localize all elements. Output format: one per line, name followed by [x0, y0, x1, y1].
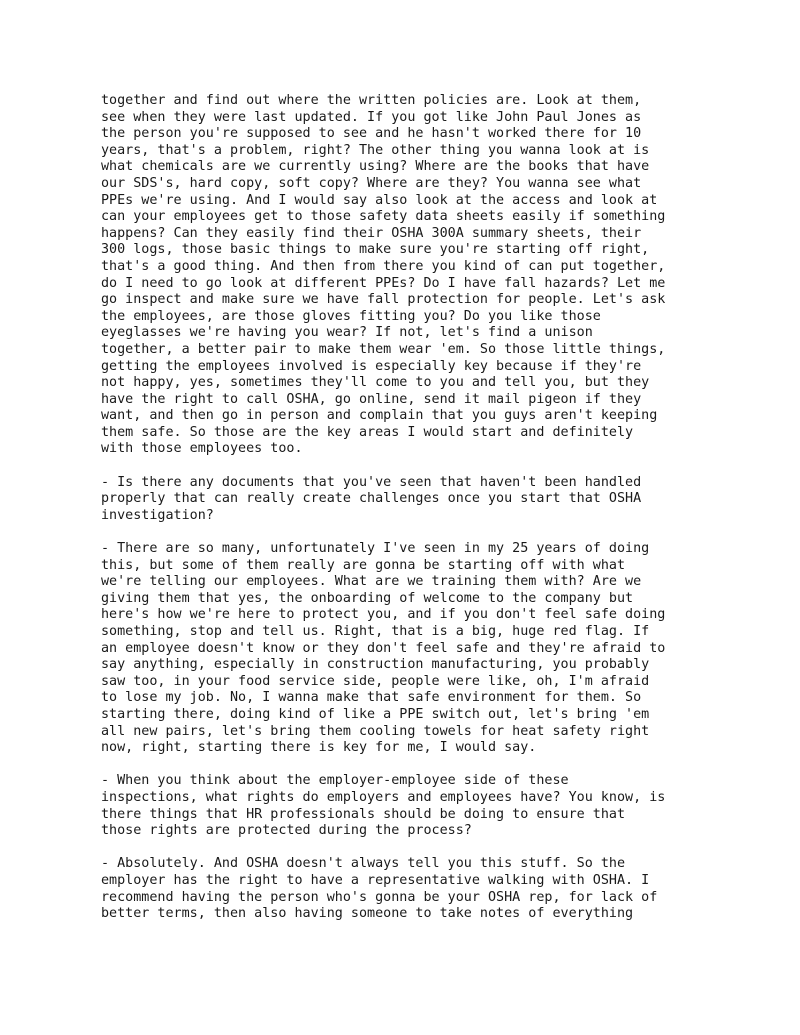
text-line: we're telling our employees. What are we training them with? Are we [101, 574, 642, 590]
text-line: PPEs we're using. And I would say also look at the access and look at [101, 192, 658, 208]
text-line: getting the employees involved is especially key because if they're [101, 358, 642, 374]
text-line: giving them that yes, the onboarding of welcome to the company but [101, 590, 634, 606]
text-line: our SDS's, hard copy, soft copy? Where are they? You wanna see what [101, 175, 642, 191]
text-line: investigation? [101, 507, 214, 523]
text-line: with those employees too. [101, 441, 303, 457]
text-line: happens? Can they easily find their OSHA 300A summary sheets, their [101, 225, 642, 241]
transcript-body [101, 93, 701, 939]
transcript-paragraph [101, 773, 701, 839]
transcript-paragraph [101, 93, 701, 458]
text-line: go inspect and make sure we have fall protection for people. Let's ask [101, 292, 666, 308]
text-line: not happy, yes, sometimes they'll come to you and tell you, but they [101, 375, 650, 391]
text-line: the person you're supposed to see and he hasn't worked there for 10 [101, 126, 642, 142]
text-line: say anything, especially in construction manufacturing, you probably [101, 657, 650, 673]
text-line: do I need to go look at different PPEs? Do I have fall hazards? Let me [101, 275, 666, 291]
text-line: an employee doesn't know or they don't feel safe and they're afraid to [101, 640, 666, 656]
text-line: saw too, in your food service side, people were like, oh, I'm afraid [101, 673, 650, 689]
text-line: to lose my job. No, I wanna make that safe environment for them. So [101, 690, 642, 706]
text-line: those rights are protected during the process? [101, 823, 472, 839]
text-line: that's a good thing. And then from there you kind of can put together, [101, 258, 666, 274]
text-line: them safe. So those are the key areas I would start and definitely [101, 424, 634, 440]
text-line: see when they were last updated. If you got like John Paul Jones as [101, 109, 642, 125]
transcript-paragraph [101, 856, 701, 922]
text-line: together, a better pair to make them wear 'em. So those little things, [101, 341, 666, 357]
text-line: can your employees get to those safety data sheets easily if something [101, 209, 666, 225]
transcript-paragraph [101, 541, 701, 757]
text-line: now, right, starting there is key for me, I would say. [101, 740, 537, 756]
text-line: eyeglasses we're having you wear? If not, let's find a unison [101, 325, 593, 341]
text-line: have the right to call OSHA, go online, send it mail pigeon if they [101, 391, 642, 407]
text-line: here's how we're here to protect you, and if you don't feel safe doing [101, 607, 666, 623]
text-line: employer has the right to have a representative walking with OSHA. I [101, 872, 650, 888]
text-line: together and find out where the written policies are. Look at them, [101, 93, 642, 108]
text-line: - There are so many, unfortunately I've seen in my 25 years of doing [101, 541, 650, 557]
text-line: recommend having the person who's gonna be your OSHA rep, for lack of [101, 889, 658, 905]
text-line: there things that HR professionals should be doing to ensure that [101, 806, 626, 822]
text-line: all new pairs, let's bring them cooling towels for heat safety right [101, 723, 650, 739]
text-line: - When you think about the employer-employee side of these [101, 773, 569, 789]
text-line: want, and then go in person and complain that you guys aren't keeping [101, 408, 658, 424]
text-line: years, that's a problem, right? The other thing you wanna look at is [101, 142, 650, 158]
text-line: - Is there any documents that you've seen that haven't been handled [101, 474, 642, 490]
text-line: starting there, doing kind of like a PPE switch out, let's bring 'em [101, 706, 650, 722]
text-line: inspections, what rights do employers and employees have? You know, is [101, 789, 666, 805]
text-line: the employees, are those gloves fitting you? Do you like those [101, 308, 601, 324]
text-line: what chemicals are we currently using? Where are the books that have [101, 159, 650, 175]
transcript-paragraph [101, 475, 701, 525]
text-line: something, stop and tell us. Right, that is a big, huge red flag. If [101, 624, 650, 639]
text-line: - Absolutely. And OSHA doesn't always tell you this stuff. So the [101, 856, 626, 872]
text-line: better terms, then also having someone to take notes of everything [101, 906, 634, 922]
text-line: this, but some of them really are gonna be starting off with what [101, 557, 626, 573]
text-line: 300 logs, those basic things to make sure you're starting off right, [101, 242, 650, 258]
text-line: properly that can really create challenges once you start that OSHA [101, 491, 642, 507]
